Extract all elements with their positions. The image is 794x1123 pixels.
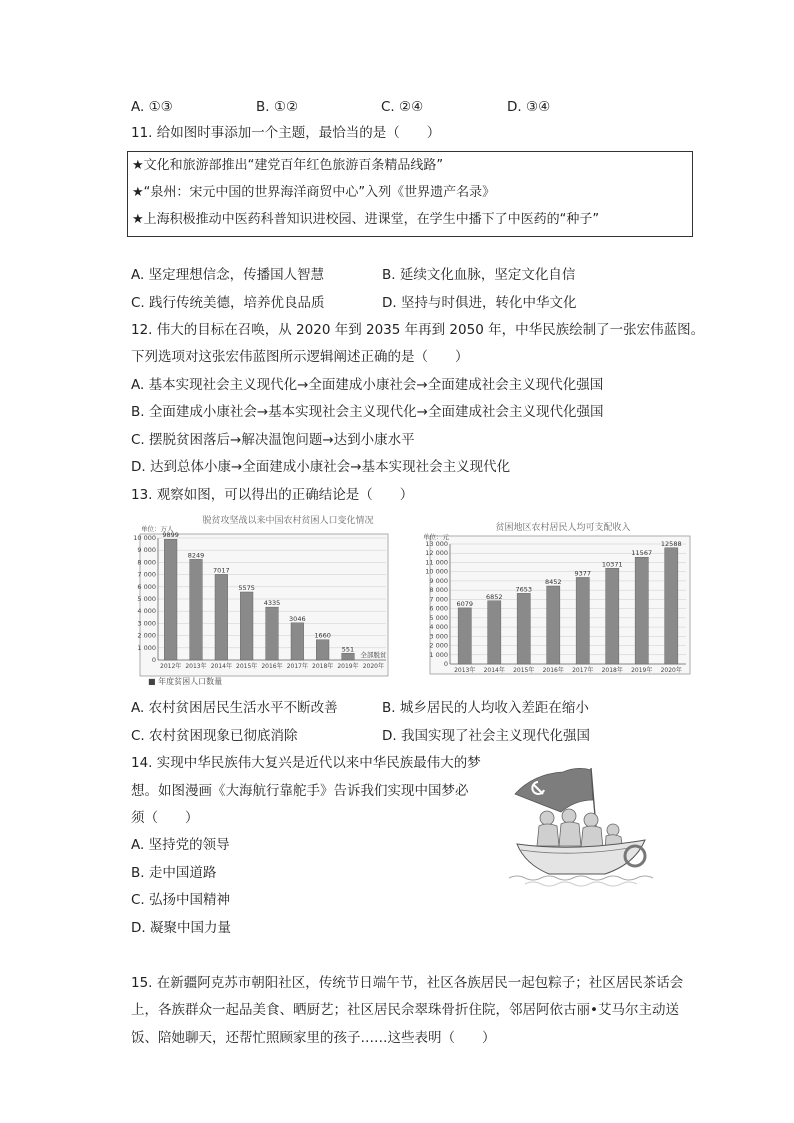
q11-option-c[interactable]: C. 践行传统美德，培养优良品质 bbox=[131, 295, 325, 311]
bar bbox=[517, 593, 530, 664]
x-tick-label: 2019年 bbox=[337, 663, 359, 670]
q13-stem: 13. 观察如图，可以得出的正确结论是（ ） bbox=[131, 487, 414, 503]
x-tick-label: 2016年 bbox=[261, 663, 283, 670]
x-tick-label: 2019年 bbox=[631, 667, 653, 674]
data-label: 7017 bbox=[213, 566, 230, 575]
y-tick-label: 1 000 bbox=[429, 650, 448, 659]
y-tick-label: 9 000 bbox=[137, 546, 156, 555]
q15-line2: 上，各族群众一起品美食、晒厨艺；社区居民佘翠珠骨折住院，邻居阿依古丽•艾马尔主动送 bbox=[131, 1002, 679, 1018]
bar bbox=[547, 586, 560, 664]
q11-option-b[interactable]: B. 延续文化血脉，坚定文化自信 bbox=[382, 267, 576, 283]
q13-option-d[interactable]: D. 我国实现了社会主义现代化强国 bbox=[382, 728, 590, 744]
y-tick-label: 1 000 bbox=[137, 643, 156, 652]
waves bbox=[509, 876, 653, 880]
q10-option-b[interactable]: B. ①② bbox=[256, 99, 299, 115]
y-tick-label: 8 000 bbox=[137, 558, 156, 567]
chart1-unit: 单位：万人 bbox=[141, 525, 174, 533]
chart1-title: 脱贫攻坚战以来中国农村贫困人口变化情况 bbox=[202, 516, 374, 526]
data-label: 12588 bbox=[660, 539, 682, 548]
y-tick-label: 2 000 bbox=[137, 631, 156, 640]
y-tick-label: 0 bbox=[443, 660, 448, 668]
data-label: 6852 bbox=[485, 592, 503, 601]
poverty-population-chart bbox=[118, 510, 394, 686]
q14-option-a[interactable]: A. 坚持党的领导 bbox=[131, 837, 230, 853]
q14-stem-line2: 想。如图漫画《大海航行靠舵手》告诉我们实现中国梦必 bbox=[131, 783, 469, 799]
data-label: 10371 bbox=[601, 560, 623, 569]
data-label: 5575 bbox=[238, 583, 255, 592]
chart2-unit: 单位：元 bbox=[423, 533, 449, 541]
y-tick-label: 13 000 bbox=[425, 540, 448, 548]
y-tick-label: 4 000 bbox=[137, 607, 156, 616]
q13-option-b[interactable]: B. 城乡居民的人均收入差距在缩小 bbox=[382, 700, 589, 716]
q14-option-c[interactable]: C. 弘扬中国精神 bbox=[131, 892, 231, 908]
q14-stem-line1: 14. 实现中华民族伟大复兴是近代以来中华民族最伟大的梦 bbox=[131, 755, 481, 771]
q11-news-item: ★文化和旅游部推出“建党百年红色旅游百条精品线路” bbox=[132, 158, 444, 173]
q10-option-c[interactable]: C. ②④ bbox=[381, 99, 424, 115]
y-tick-label: 12 000 bbox=[425, 549, 448, 558]
data-label: 4335 bbox=[263, 599, 281, 608]
y-tick-label: 5 000 bbox=[137, 595, 156, 603]
y-tick-label: 3 000 bbox=[137, 619, 156, 628]
data-label: 9377 bbox=[574, 569, 592, 578]
bar bbox=[576, 577, 589, 664]
x-tick-label: 2020年 bbox=[660, 667, 682, 674]
y-tick-label: 2 000 bbox=[429, 641, 448, 650]
bar bbox=[342, 653, 355, 660]
q10-option-a[interactable]: A. ①③ bbox=[131, 99, 173, 115]
q11-option-a[interactable]: A. 坚定理想信念，传播国人智慧 bbox=[131, 267, 325, 283]
flag-icon bbox=[515, 768, 593, 812]
bar bbox=[266, 607, 279, 660]
data-label: 6079 bbox=[456, 599, 474, 608]
data-label: 8249 bbox=[187, 551, 205, 560]
bar bbox=[164, 539, 177, 660]
x-tick-label: 2013年 bbox=[185, 663, 207, 670]
bar bbox=[488, 601, 501, 664]
q12-option-a[interactable]: A. 基本实现社会主义现代化→全面建成小康社会→全面建成社会主义现代化强国 bbox=[131, 377, 604, 393]
y-tick-label: 8 000 bbox=[429, 586, 448, 595]
q13-option-c[interactable]: C. 农村贫困现象已彻底消除 bbox=[131, 728, 298, 744]
q12-stem-line2: 下列选项对这张宏伟蓝图所示逻辑阐述正确的是（ ） bbox=[131, 349, 469, 365]
x-tick-label: 2012年 bbox=[160, 663, 182, 670]
x-tick-label: 2018年 bbox=[312, 663, 334, 670]
data-label: 551 bbox=[341, 645, 355, 654]
y-tick-label: 4 000 bbox=[429, 623, 448, 632]
data-label: 11567 bbox=[631, 549, 653, 558]
y-tick-label: 5 000 bbox=[429, 613, 448, 622]
bar bbox=[190, 559, 203, 660]
rural-income-chart bbox=[408, 516, 694, 686]
q12-option-b[interactable]: B. 全面建成小康社会→基本实现社会主义现代化→全面建成社会主义现代化强国 bbox=[131, 404, 604, 420]
q11-stem: 11. 给如图时事添加一个主题，最恰当的是（ ） bbox=[131, 125, 441, 141]
data-label: 1660 bbox=[314, 631, 331, 640]
y-tick-label: 6 000 bbox=[137, 582, 156, 591]
data-label: 3046 bbox=[289, 614, 306, 623]
q11-news-item: ★“泉州：宋元中国的世界海洋商贸中心”入列《世界遗产名录》 bbox=[132, 185, 496, 200]
q14-stem-line3: 须（ ） bbox=[131, 810, 199, 826]
bar bbox=[291, 623, 304, 660]
bar bbox=[665, 548, 678, 664]
x-tick-label: 2014年 bbox=[210, 663, 232, 670]
q11-news-box bbox=[127, 151, 693, 237]
q10-option-d[interactable]: D. ③④ bbox=[507, 99, 551, 115]
q13-option-a[interactable]: A. 农村贫困居民生活水平不断改善 bbox=[131, 700, 338, 716]
boat-cartoon-illustration bbox=[505, 760, 665, 890]
y-tick-label: 3 000 bbox=[429, 632, 448, 641]
y-tick-label: 7 000 bbox=[429, 595, 448, 604]
y-tick-label: 11 000 bbox=[425, 558, 448, 567]
bar bbox=[458, 608, 471, 664]
data-label: 9899 bbox=[162, 531, 179, 540]
x-tick-label: 2018年 bbox=[601, 667, 623, 674]
q11-news-item: ★上海积极推动中医药科普知识进校园、进课堂，在学生中播下了中医药的“种子” bbox=[132, 212, 600, 227]
y-tick-label: 10 000 bbox=[425, 567, 448, 576]
x-tick-label: 2013年 bbox=[454, 667, 476, 674]
data-label: 全部脱贫 bbox=[360, 651, 387, 659]
x-tick-label: 2020年 bbox=[362, 663, 384, 670]
q12-option-c[interactable]: C. 摆脱贫困落后→解决温饱问题→达到小康水平 bbox=[131, 432, 415, 448]
x-tick-label: 2015年 bbox=[513, 667, 535, 674]
q12-option-d[interactable]: D. 达到总体小康→全面建成小康社会→基本实现社会主义现代化 bbox=[131, 459, 511, 475]
bar bbox=[606, 568, 619, 664]
q12-stem-line1: 12. 伟大的目标在召唤，从 2020 年到 2035 年再到 2050 年，中华民族绘制了一张宏伟蓝图。 bbox=[131, 322, 705, 338]
x-tick-label: 2017年 bbox=[572, 667, 594, 674]
q14-option-b[interactable]: B. 走中国道路 bbox=[131, 865, 217, 881]
bar bbox=[240, 592, 253, 660]
q15-line1: 15. 在新疆阿克苏市朝阳社区，传统节日端午节，社区各族居民一起包粽子；社区居民茶话会 bbox=[131, 975, 684, 991]
x-tick-label: 2015年 bbox=[236, 663, 258, 670]
y-tick-label: 6 000 bbox=[429, 604, 448, 613]
chart1-legend: ■ 年度贫困人口数量 bbox=[148, 677, 223, 686]
q15-line3: 饭、陪她聊天，还帮忙照顾家里的孩子……这些表明（ ） bbox=[131, 1030, 496, 1046]
q14-option-d[interactable]: D. 凝聚中国力量 bbox=[131, 920, 231, 936]
y-tick-label: 10 000 bbox=[133, 534, 156, 542]
data-label: 8452 bbox=[544, 577, 562, 586]
y-tick-label: 0 bbox=[151, 656, 156, 664]
x-tick-label: 2016年 bbox=[542, 667, 564, 674]
y-tick-label: 7 000 bbox=[137, 570, 156, 579]
y-tick-label: 9 000 bbox=[429, 576, 448, 585]
x-tick-label: 2014年 bbox=[483, 667, 505, 674]
bar bbox=[635, 557, 648, 664]
bar bbox=[316, 640, 329, 660]
bar bbox=[215, 574, 228, 660]
chart2-title: 贫困地区农村居民人均可支配收入 bbox=[495, 523, 631, 533]
q11-option-d[interactable]: D. 坚持与时俱进，转化中华文化 bbox=[382, 295, 577, 311]
data-label: 7653 bbox=[515, 585, 533, 594]
x-tick-label: 2017年 bbox=[286, 663, 308, 670]
